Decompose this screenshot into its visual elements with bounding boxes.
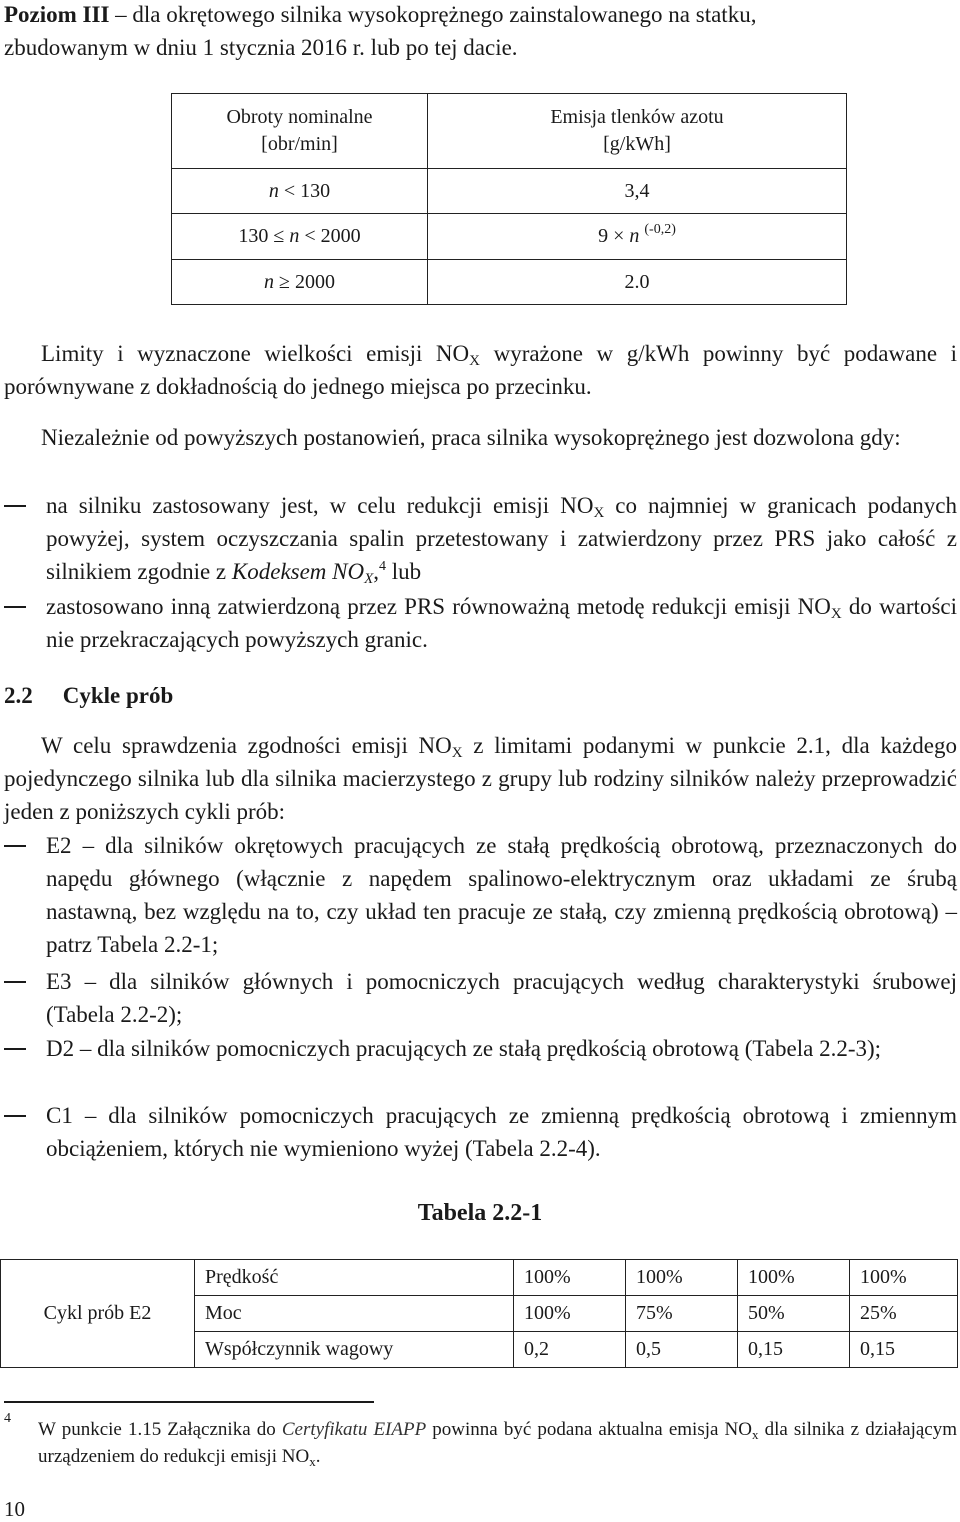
- limits-paragraph: Limity i wyznaczone wielkości emisji $NO_X$ wyrażone w g/kWh powinny być podawane i porównywane z dokładnością do jednego miejsca po przecinku.: [4, 341, 958, 399]
- table-header-emission: Emisja tlenków azotu [g/kWh]: [428, 94, 847, 169]
- table-row: Cykl prób E2 Prędkość 100% 100% 100% 100%: [1, 1260, 958, 1296]
- notwithstanding-paragraph: Niezależnie od powyższych postanowień, praca silnika wysokoprężnego jest dozwolona gdy:: [41, 425, 901, 450]
- level-heading: Poziom III – dla okrętowego silnika wysokoprężnego zainstalowanego na statku, zbudowanym w dniu 1 stycznia 2016 r. lub po tej dacie.: [4, 2, 757, 60]
- table-row: n < 130 3,4: [172, 169, 847, 214]
- table-row: Współczynnik wagowy 0,2 0,5 0,15 0,15: [1, 1332, 958, 1368]
- section-title: Cykle prób: [62, 683, 174, 708]
- footnote-marker: 4: [4, 1411, 11, 1426]
- dash-bullet: [4, 505, 26, 507]
- table-caption: Tabela 2.2-1: [417, 1200, 543, 1226]
- table-row: Moc 100% 75% 50% 25%: [1, 1296, 958, 1332]
- section-number: 2.2: [4, 683, 33, 708]
- dash-bullet: [4, 1048, 26, 1050]
- list-item: na silniku zastosowany jest, w celu redukcji emisji $NO_X$ co najmniej w granicach podanych powyżej, system oczyszczania spalin przetestowany i zatwierdzony przez PRS jako całość z silnikiem zgodnie z Kodeksem $NO_X,^4$ lub: [0, 489, 957, 621]
- cycles-paragraph: W celu sprawdzenia zgodności emisji $NO_X$ z limitami podanymi w punkcie 2.1, dla każdego pojedynczego silnika lub dla silnika macierzystego z grupy lub rodziny silników należy przeprowadzić jeden z poniższych cykli prób:: [4, 733, 958, 824]
- table-row-header: Cykl prób E2: [1, 1260, 195, 1368]
- footnote-text: W punkcie 1.15 Załącznika do Certyfikatu EIAPP powinna być podana aktualna emisja $NO_x$ dla silnika z działającym urządzeniem do redukcji emisji $NO_x$.: [38, 1419, 957, 1469]
- dash-bullet: [4, 606, 26, 608]
- list-item-e3: E3 – dla silników głównych i pomocniczych pracujących według charakterystyki śrubowej (Tabela 2.2-2);: [0, 965, 957, 1031]
- footnote-ref: 4: [379, 559, 387, 574]
- dash-bullet: [4, 1115, 26, 1117]
- list-item-d2: D2 – dla silników pomocniczych pracujących ze stałą prędkością obrotową (Tabela 2.2-3);: [0, 1032, 957, 1098]
- level-label: Poziom III: [4, 2, 110, 27]
- dash-bullet: [4, 845, 26, 847]
- list-item-e2: E2 – dla silników okrętowych pracujących ze stałą prędkością obrotową, przeznaczonych do napędu głównego (włącznie z napędem spalinowo-elektrycznym oraz układami ze śrubą nastawną, bez względu na to, czy układ ten pracuje ze stałą, czy zmienną prędkością obrotową) – patrz Tabela 2.2-1;: [0, 829, 957, 961]
- list-item-c1: C1 – dla silników pomocniczych pracujących ze zmienną prędkością obrotową i zmiennym obciążeniem, których nie wymieniono wyżej (Tabela 2.2-4).: [0, 1099, 957, 1165]
- dash-bullet: [4, 981, 26, 983]
- footnote-divider: [4, 1401, 374, 1403]
- list-item: zastosowano inną zatwierdzoną przez PRS równoważną metodę redukcji emisji $NO_X$ do wartości nie przekraczających powyższych granic.: [0, 590, 957, 656]
- table-row: n ≥ 2000 2.0: [172, 260, 847, 305]
- e2-cycle-table: [0, 1259, 958, 1368]
- page-number: 10: [4, 1497, 25, 1521]
- section-heading: [4, 679, 173, 712]
- table-row: 130 ≤ n < 2000 9 × n $^{(-0,2)}$: [172, 214, 847, 260]
- table-header-speed: Obroty nominalne [obr/min]: [172, 94, 428, 169]
- nox-limits-table: [171, 93, 847, 305]
